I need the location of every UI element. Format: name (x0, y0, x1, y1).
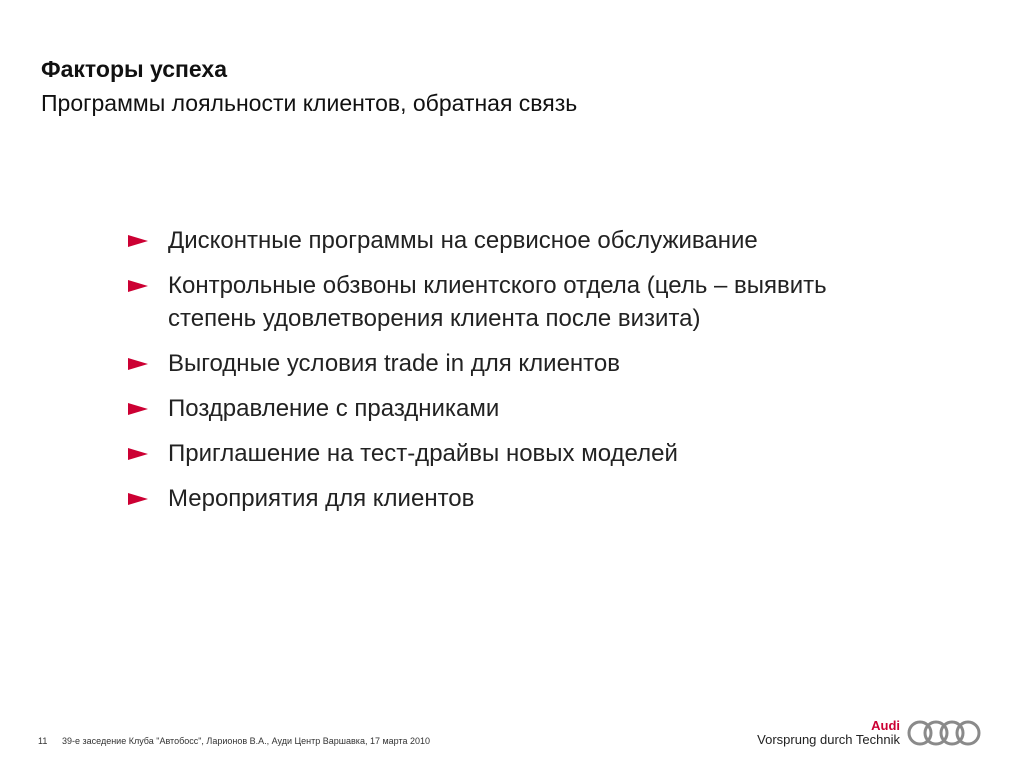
brand-slogan: Vorsprung durch Technik (757, 732, 900, 747)
slide-subtitle: Программы лояльности клиентов, обратная связь (41, 90, 578, 116)
bullet-item (128, 392, 888, 425)
bullet-text: Дисконтные программы на сервисное обслуживание (168, 227, 758, 254)
triangle-right-icon (128, 280, 148, 292)
bullet-text: Контрольные обзвоны клиентского отдела (цель – выявить степень удовлетворения клиента после визита) (168, 272, 827, 332)
ring-4-icon (957, 722, 979, 744)
bullet-list (128, 224, 888, 527)
bullet-text: Выгодные условия trade in для клиентов (168, 350, 620, 377)
slide-title: Факторы успеха (41, 56, 227, 82)
bullet-item (128, 437, 888, 470)
page-number: 11 (38, 736, 48, 746)
bullet-text: Поздравление с праздниками (168, 395, 500, 422)
bullet-item (128, 482, 888, 515)
bullet-text: Приглашение на тест-драйвы новых моделей (168, 440, 678, 467)
triangle-right-icon (128, 493, 148, 505)
bullet-item (128, 224, 888, 257)
triangle-right-icon (128, 235, 148, 247)
triangle-right-icon (128, 403, 148, 415)
audi-rings-logo (906, 718, 986, 748)
triangle-right-icon (128, 358, 148, 370)
bullet-text: Мероприятия для клиентов (168, 485, 475, 512)
bullet-item (128, 347, 888, 380)
brand-name: Audi (871, 718, 900, 733)
triangle-right-icon (128, 448, 148, 460)
footer-text: 39-е заседение Клуба "Автобосс", Ларионов В.А., Ауди Центр Варшавка, 17 марта 2010 (62, 736, 431, 746)
bullet-item (128, 269, 888, 335)
